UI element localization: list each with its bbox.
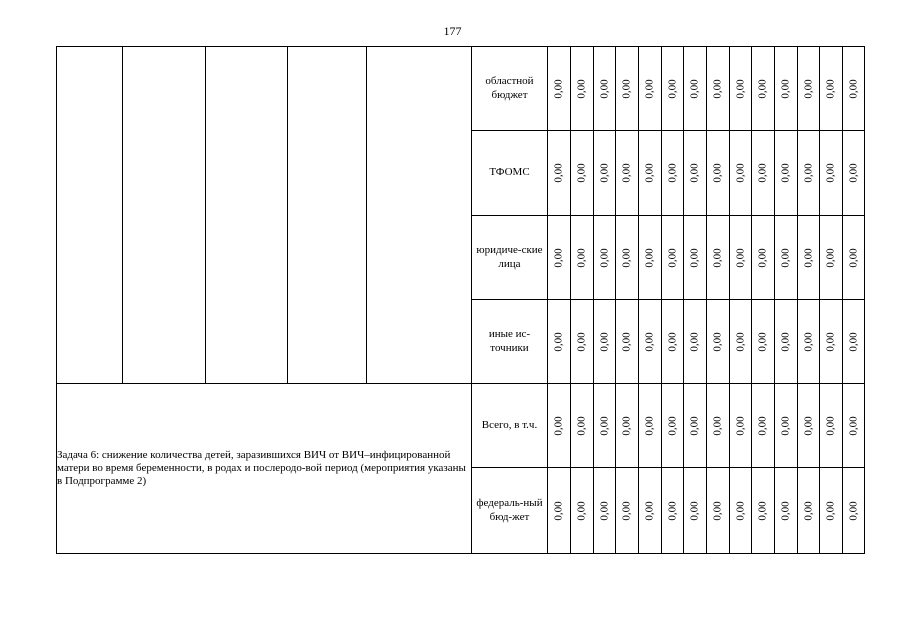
value-cell — [639, 384, 662, 468]
empty-cell — [57, 47, 123, 384]
value-text: 0,00 — [756, 247, 769, 268]
value-cell — [730, 468, 752, 554]
value-cell — [707, 47, 730, 131]
value-text: 0,00 — [575, 415, 588, 436]
value-text: 0,00 — [620, 415, 633, 436]
value-cell — [616, 384, 639, 468]
value-text: 0,00 — [575, 247, 588, 268]
value-cell — [820, 131, 843, 216]
value-text: 0,00 — [575, 331, 588, 352]
value-text: 0,00 — [643, 78, 656, 99]
value-text: 0,00 — [756, 78, 769, 99]
value-cell — [594, 384, 616, 468]
value-cell — [843, 300, 865, 384]
value-cell — [798, 216, 820, 300]
value-text: 0,00 — [643, 247, 656, 268]
value-cell — [843, 131, 865, 216]
value-text: 0,00 — [756, 163, 769, 183]
page-number: 177 — [443, 24, 462, 38]
empty-cell — [206, 47, 288, 384]
value-cell — [684, 468, 707, 554]
value-text: 0,00 — [756, 415, 769, 436]
value-text: 0,00 — [711, 331, 724, 352]
value-cell — [752, 300, 775, 384]
value-cell — [548, 131, 571, 216]
value-text: 0,00 — [665, 163, 678, 183]
value-text: 0,00 — [552, 500, 565, 521]
value-cell — [548, 300, 571, 384]
value-cell — [594, 216, 616, 300]
value-text: 0,00 — [801, 500, 814, 521]
value-cell — [662, 131, 684, 216]
value-cell — [707, 216, 730, 300]
value-cell — [775, 300, 798, 384]
value-text: 0,00 — [779, 415, 792, 436]
value-text: 0,00 — [688, 78, 701, 99]
value-cell — [798, 384, 820, 468]
value-cell — [798, 468, 820, 554]
table-row — [57, 47, 865, 131]
budget-table — [56, 46, 865, 554]
value-text: 0,00 — [643, 500, 656, 521]
value-text: 0,00 — [779, 78, 792, 99]
value-cell — [843, 216, 865, 300]
funding-source-label: юридиче-ские лица — [472, 216, 548, 300]
empty-cell — [367, 47, 472, 384]
value-cell — [730, 47, 752, 131]
value-cell — [571, 300, 594, 384]
value-text: 0,00 — [597, 500, 610, 521]
value-cell — [684, 47, 707, 131]
value-cell — [662, 47, 684, 131]
value-cell — [730, 131, 752, 216]
funding-source-label: иные ис-точники — [472, 300, 548, 384]
value-text: 0,00 — [552, 78, 565, 99]
empty-cell — [123, 47, 206, 384]
value-cell — [662, 300, 684, 384]
value-text: 0,00 — [824, 415, 837, 436]
value-cell — [594, 131, 616, 216]
value-cell — [820, 216, 843, 300]
value-text: 0,00 — [620, 247, 633, 268]
value-cell — [639, 131, 662, 216]
value-text: 0,00 — [779, 500, 792, 521]
value-cell — [752, 468, 775, 554]
value-cell — [571, 216, 594, 300]
value-cell — [730, 300, 752, 384]
value-cell — [775, 216, 798, 300]
value-text: 0,00 — [688, 415, 701, 436]
value-text: 0,00 — [733, 331, 746, 352]
funding-source-label: областной бюджет — [472, 47, 548, 131]
value-cell — [616, 468, 639, 554]
funding-source-label: федераль-ный бюд-жет — [472, 468, 548, 554]
value-cell — [707, 468, 730, 554]
value-text: 0,00 — [711, 163, 724, 183]
value-text: 0,00 — [552, 331, 565, 352]
value-cell — [571, 47, 594, 131]
value-text: 0,00 — [643, 331, 656, 352]
value-text: 0,00 — [779, 163, 792, 183]
value-text: 0,00 — [711, 415, 724, 436]
value-text: 0,00 — [597, 247, 610, 268]
value-cell — [639, 47, 662, 131]
value-cell — [548, 468, 571, 554]
value-cell — [662, 468, 684, 554]
value-text: 0,00 — [620, 163, 633, 183]
value-cell — [775, 384, 798, 468]
value-cell — [752, 216, 775, 300]
value-cell — [639, 216, 662, 300]
value-cell — [775, 468, 798, 554]
value-text: 0,00 — [597, 163, 610, 183]
empty-cell — [288, 47, 367, 384]
value-text: 0,00 — [688, 500, 701, 521]
value-cell — [843, 468, 865, 554]
value-cell — [662, 384, 684, 468]
value-text: 0,00 — [756, 500, 769, 521]
value-cell — [798, 47, 820, 131]
value-text: 0,00 — [711, 247, 724, 268]
value-cell — [594, 468, 616, 554]
value-cell — [684, 384, 707, 468]
value-cell — [820, 300, 843, 384]
value-text: 0,00 — [801, 415, 814, 436]
value-text: 0,00 — [552, 247, 565, 268]
value-text: 0,00 — [643, 415, 656, 436]
value-text: 0,00 — [824, 78, 837, 99]
value-text: 0,00 — [597, 331, 610, 352]
value-text: 0,00 — [733, 247, 746, 268]
value-text: 0,00 — [552, 163, 565, 183]
value-text: 0,00 — [665, 247, 678, 268]
value-cell — [594, 300, 616, 384]
value-text: 0,00 — [801, 78, 814, 99]
value-text: 0,00 — [575, 78, 588, 99]
value-text: 0,00 — [733, 78, 746, 99]
value-text: 0,00 — [824, 163, 837, 183]
value-text: 0,00 — [597, 415, 610, 436]
value-text: 0,00 — [801, 247, 814, 268]
value-cell — [707, 300, 730, 384]
value-text: 0,00 — [846, 500, 859, 521]
value-cell — [775, 131, 798, 216]
value-text: 0,00 — [552, 415, 565, 436]
value-cell — [730, 384, 752, 468]
value-cell — [707, 131, 730, 216]
value-text: 0,00 — [575, 163, 588, 183]
value-text: 0,00 — [824, 500, 837, 521]
value-cell — [843, 47, 865, 131]
value-text: 0,00 — [801, 163, 814, 183]
value-cell — [820, 384, 843, 468]
value-cell — [639, 300, 662, 384]
value-cell — [752, 131, 775, 216]
value-text: 0,00 — [711, 500, 724, 521]
value-text: 0,00 — [597, 78, 610, 99]
value-text: 0,00 — [846, 247, 859, 268]
value-text: 0,00 — [620, 331, 633, 352]
value-text: 0,00 — [665, 415, 678, 436]
value-text: 0,00 — [779, 247, 792, 268]
value-text: 0,00 — [846, 415, 859, 436]
value-cell — [752, 384, 775, 468]
value-cell — [820, 47, 843, 131]
value-text: 0,00 — [756, 331, 769, 352]
value-cell — [616, 300, 639, 384]
value-text: 0,00 — [688, 247, 701, 268]
value-text: 0,00 — [665, 78, 678, 99]
value-cell — [684, 216, 707, 300]
value-cell — [730, 216, 752, 300]
value-text: 0,00 — [688, 331, 701, 352]
value-text: 0,00 — [733, 415, 746, 436]
value-cell — [820, 468, 843, 554]
funding-source-label: Всего, в т.ч. — [472, 384, 548, 468]
value-text: 0,00 — [665, 500, 678, 521]
value-cell — [775, 47, 798, 131]
value-text: 0,00 — [620, 78, 633, 99]
value-cell — [684, 131, 707, 216]
value-cell — [639, 468, 662, 554]
task-description: Задача 6: снижение количества детей, заразившихся ВИЧ от ВИЧ–инфицированной матери во время беременности, в родах и послеродо-вой период (мероприятия указаны в Подпрограмме 2) — [57, 384, 472, 554]
value-text: 0,00 — [846, 331, 859, 352]
value-cell — [662, 216, 684, 300]
funding-source-label: ТФОМС — [472, 131, 548, 216]
value-cell — [594, 47, 616, 131]
value-text: 0,00 — [824, 331, 837, 352]
value-cell — [571, 468, 594, 554]
value-text: 0,00 — [824, 247, 837, 268]
value-text: 0,00 — [846, 163, 859, 183]
value-text: 0,00 — [779, 331, 792, 352]
value-text: 0,00 — [643, 163, 656, 183]
value-text: 0,00 — [733, 163, 746, 183]
value-cell — [684, 300, 707, 384]
value-cell — [571, 384, 594, 468]
value-cell — [798, 300, 820, 384]
value-cell — [616, 216, 639, 300]
value-cell — [548, 47, 571, 131]
value-text: 0,00 — [801, 331, 814, 352]
value-cell — [616, 131, 639, 216]
value-text: 0,00 — [711, 78, 724, 99]
value-cell — [548, 384, 571, 468]
table-row — [57, 384, 865, 468]
value-text: 0,00 — [620, 500, 633, 521]
value-text: 0,00 — [733, 500, 746, 521]
value-cell — [798, 131, 820, 216]
value-cell — [752, 47, 775, 131]
value-cell — [548, 216, 571, 300]
value-text: 0,00 — [665, 331, 678, 352]
value-cell — [571, 131, 594, 216]
value-cell — [843, 384, 865, 468]
value-text: 0,00 — [575, 500, 588, 521]
value-text: 0,00 — [846, 78, 859, 99]
value-text: 0,00 — [688, 163, 701, 183]
value-cell — [616, 47, 639, 131]
value-cell — [707, 384, 730, 468]
